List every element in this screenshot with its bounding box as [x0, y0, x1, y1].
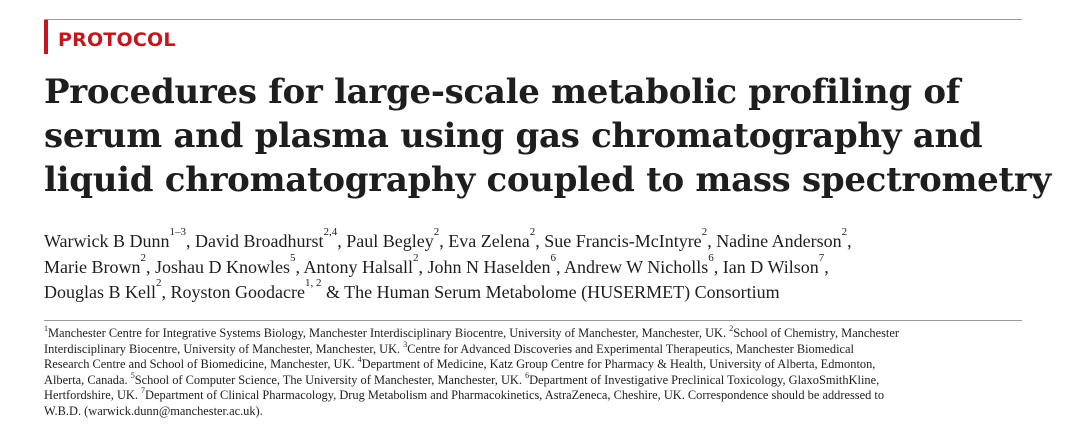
affiliation-text: Research Centre and School of Biomedicine, Manchester, UK. — [44, 357, 358, 372]
author-name: , Royston Goodacre — [161, 282, 305, 302]
affiliation-superscript: 2 — [412, 251, 419, 264]
affiliation-line — [44, 357, 1034, 373]
affiliation-superscript: 2 — [701, 226, 708, 238]
affiliation-superscript: 1, 2 — [304, 277, 322, 289]
author-line — [44, 251, 1044, 281]
affiliation-text: School of Computer Science, The University of Manchester, Manchester, UK. — [134, 372, 526, 387]
affiliation-text: Hertfordshire, UK. — [44, 388, 142, 403]
author-name: & The Human Serum Metabolome (HUSERMET) Consortium — [321, 282, 780, 302]
affiliation-text: Alberta, Canada. — [44, 372, 131, 387]
affiliation-superscript: 2 — [529, 226, 536, 238]
affiliation-number: 1 — [44, 324, 48, 333]
author-name: , Eva Zelena — [439, 231, 530, 251]
title-line: Procedures for large-scale metabolic profiling of — [44, 72, 961, 112]
affiliation-line — [44, 370, 1034, 389]
affiliation-superscript: 7 — [818, 251, 825, 264]
affiliation-rule — [44, 320, 1022, 321]
article-title — [44, 70, 1051, 202]
affiliation-number: 2 — [729, 324, 734, 333]
affiliation-number: 5 — [130, 370, 135, 380]
affiliation-superscript: 6 — [550, 251, 556, 264]
author-name: Marie Brown — [44, 256, 141, 277]
affiliation-number: 3 — [403, 339, 408, 349]
affiliation-list — [44, 326, 1034, 420]
author-list — [44, 226, 1044, 306]
author-name: , Sue Francis-McIntyre — [535, 231, 702, 251]
author-name: , Nadine Anderson — [707, 231, 842, 251]
author-name: Douglas B Kell — [44, 282, 156, 302]
affiliation-number: 7 — [141, 386, 146, 396]
author-name: , David Broadhurst — [186, 231, 324, 251]
affiliation-text: W.B.D. (warwick.dunn@manchester.ac.uk). — [44, 403, 263, 418]
affiliation-text: Manchester Centre for Integrative Systems Biology, Manchester Interdisciplinary Biocentre, University of Manchester, Manchester, UK. — [48, 326, 730, 340]
affiliation-line — [44, 326, 1034, 342]
affiliation-text: Interdisciplinary Biocentre, University of Manchester, Manchester, UK. — [44, 341, 404, 356]
author-name: , John N Haselden — [418, 256, 551, 277]
section-label: PROTOCOL — [58, 29, 176, 51]
author-name: , Andrew W Nicholls — [555, 256, 709, 277]
author-name: , Ian D Wilson — [713, 256, 819, 277]
affiliation-line — [44, 388, 1034, 404]
affiliation-text: Centre for Advanced Discoveries and Experimental Therapeutics, Manchester Biomedical — [407, 341, 854, 356]
affiliation-superscript: 5 — [289, 251, 296, 264]
author-line — [44, 277, 1044, 306]
author-name: , Joshau D Knowles — [145, 256, 290, 277]
affiliation-line — [44, 339, 1034, 358]
affiliation-line — [44, 404, 1034, 420]
affiliation-superscript: 2 — [140, 251, 146, 264]
affiliation-text: Department of Investigative Preclinical Toxicology, GlaxoSmithKline, — [529, 372, 880, 387]
affiliation-superscript: 2 — [433, 226, 440, 238]
affiliation-number: 6 — [525, 370, 530, 380]
affiliation-text: Department of Medicine, Katz Group Centre for Pharmacy & Health, University of Alberta, Edmonton, — [361, 357, 876, 372]
affiliation-superscript: 2 — [156, 277, 162, 289]
affiliation-text: School of Chemistry, Manchester — [733, 326, 899, 340]
top-rule — [44, 19, 1022, 20]
affiliation-superscript: 1–3 — [169, 226, 187, 238]
section-accent-bar — [44, 20, 48, 54]
title-line: liquid chromatography coupled to mass spectrometry — [44, 160, 1051, 200]
author-name: , — [847, 231, 852, 251]
affiliation-superscript: 6 — [708, 251, 714, 264]
affiliation-number: 4 — [357, 355, 362, 365]
affiliation-text: Department of Clinical Pharmacology, Drug Metabolism and Pharmacokinetics, AstraZeneca, Cheshire, UK. Correspondence should be addressed to — [145, 388, 885, 403]
affiliation-superscript: 2 — [841, 226, 848, 238]
author-name: , Antony Halsall — [295, 256, 413, 277]
author-line — [44, 226, 1044, 255]
author-name: , — [824, 256, 829, 277]
affiliation-superscript: 2,4 — [323, 226, 338, 238]
author-name: Warwick B Dunn — [44, 231, 170, 251]
title-line: serum and plasma using gas chromatography and — [44, 116, 983, 156]
author-name: , Paul Begley — [337, 231, 434, 251]
